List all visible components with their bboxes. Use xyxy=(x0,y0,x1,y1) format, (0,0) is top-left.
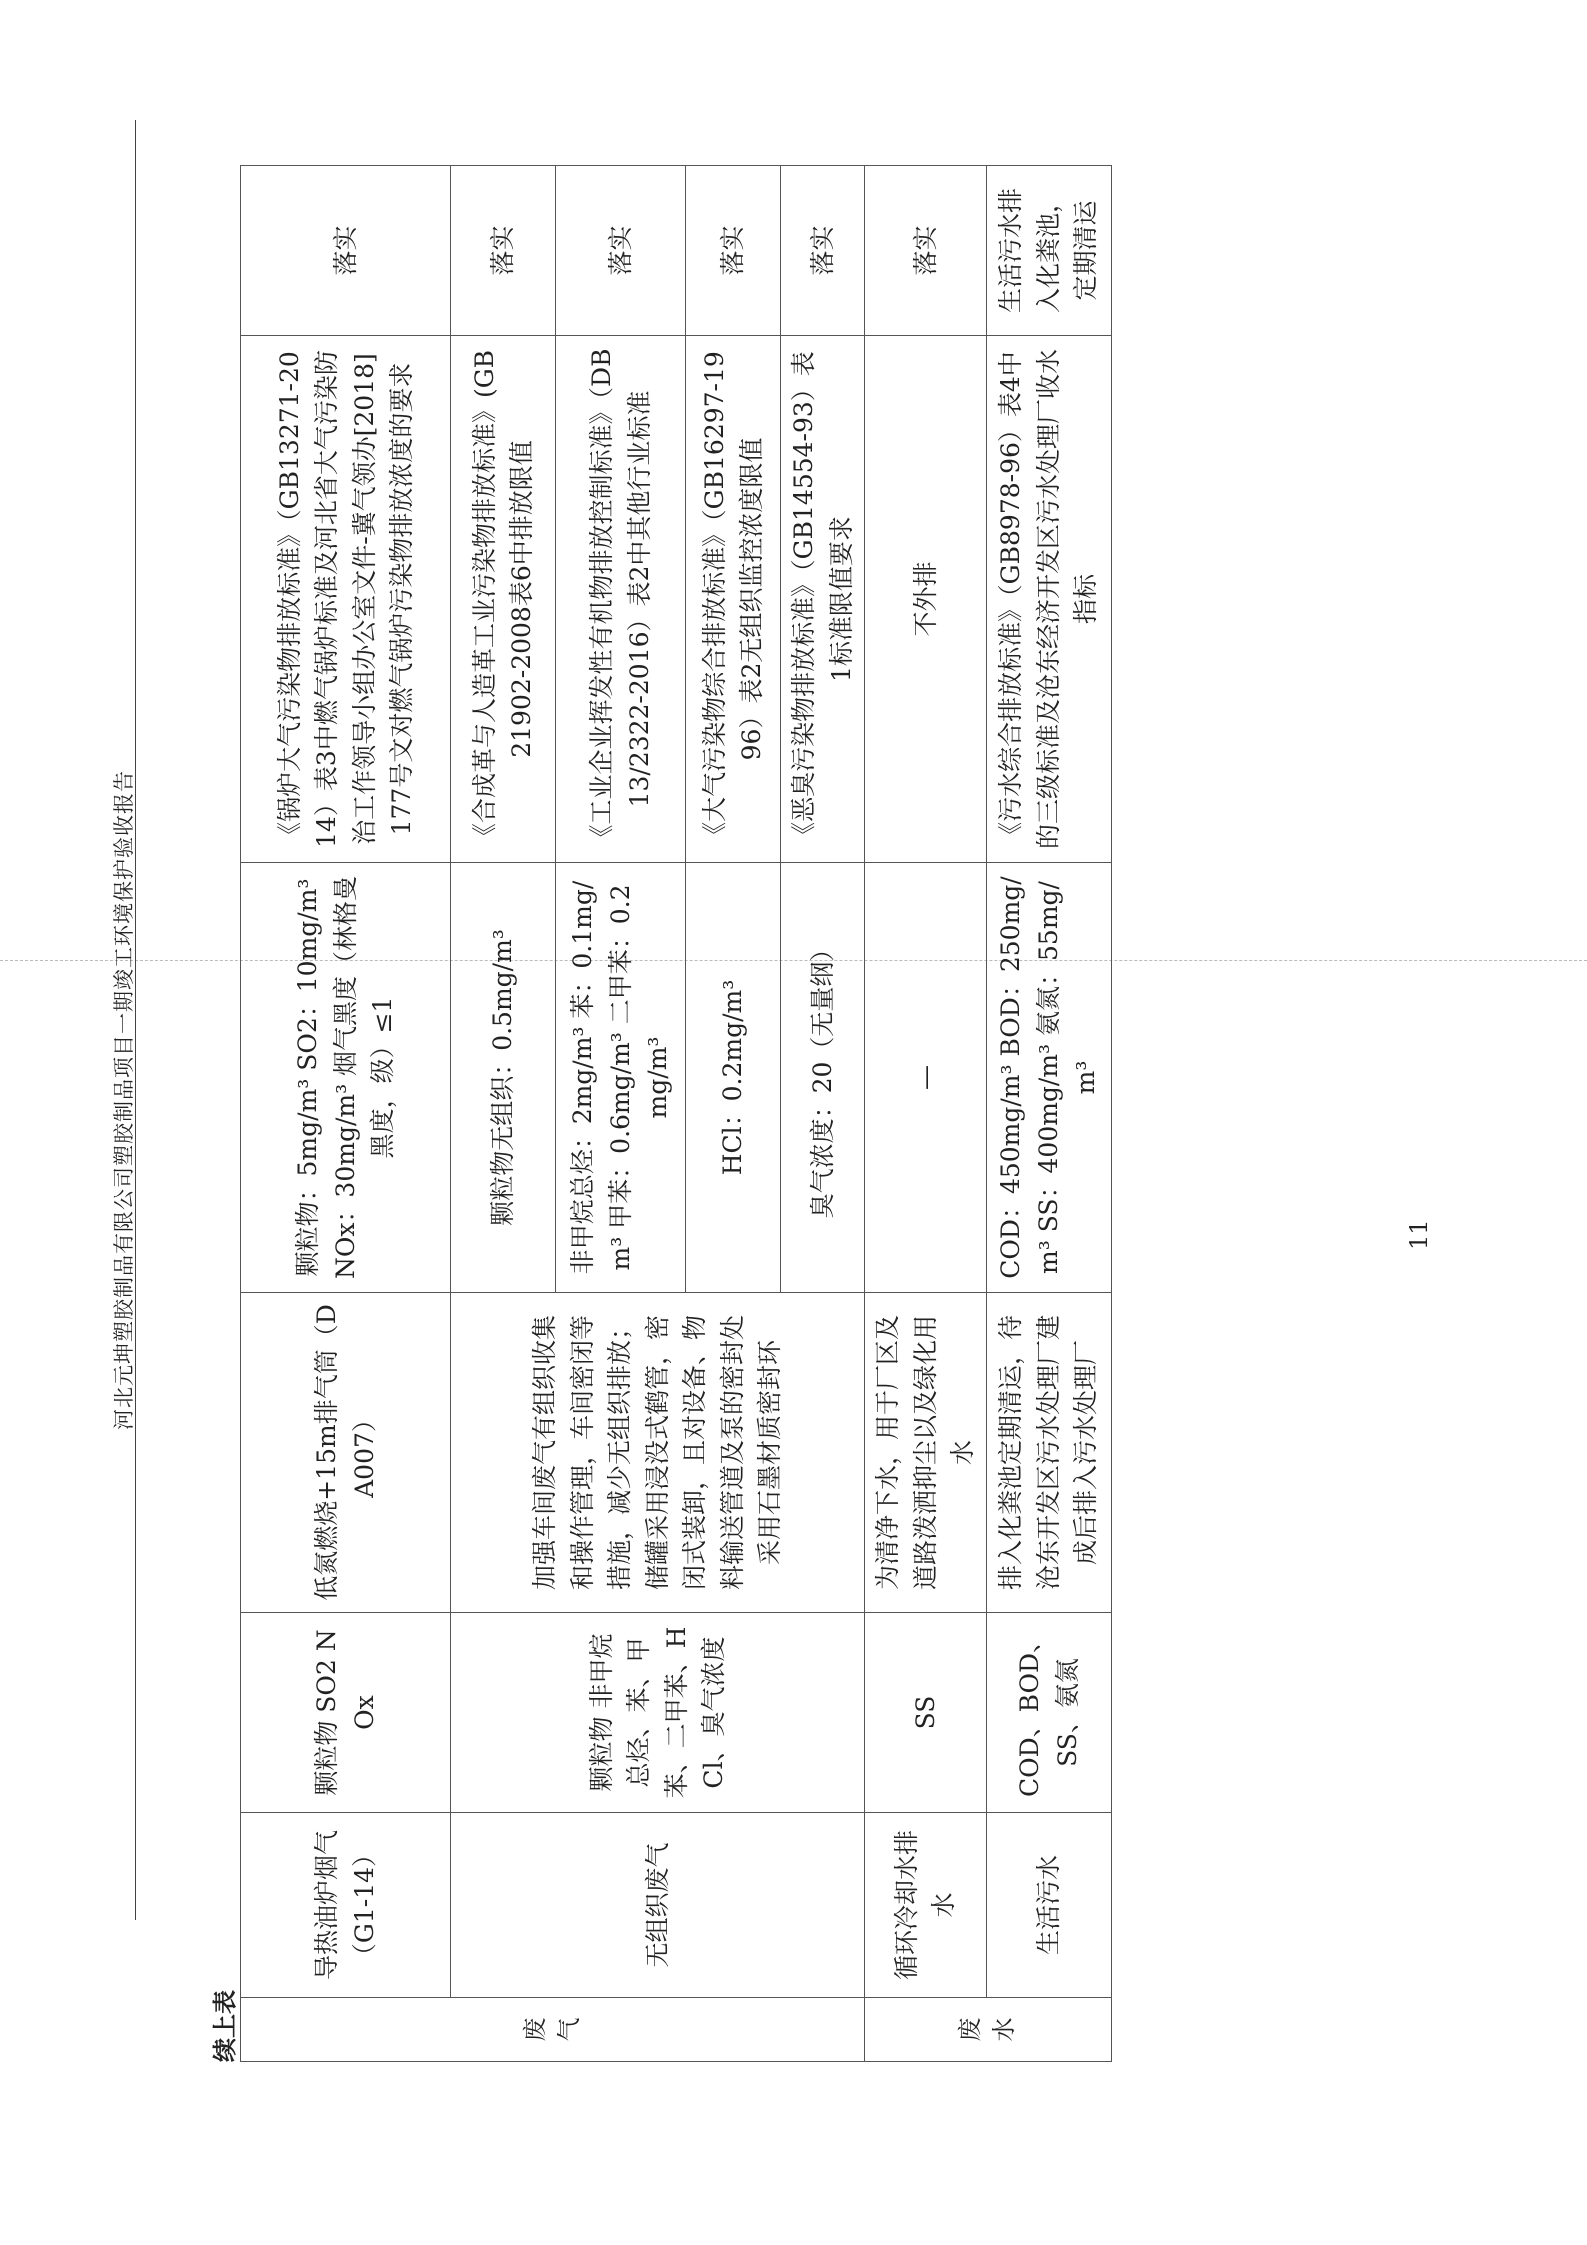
table-caption: 续上表 xyxy=(210,1990,239,2062)
standard-cell: 《锅炉大气污染物排放标准》（GB13271-2014）表3中燃气锅炉标准及河北省大气污染防治工作领导小组办公室文件-冀气领办[2018]177号文对燃气锅炉污染物排放浓度的要求 xyxy=(241,336,451,863)
status-cell: 生活污水排入化粪池，定期清运 xyxy=(986,166,1111,336)
source-cell: 循环冷却水排水 xyxy=(865,1813,987,1998)
source-cell: 生活污水 xyxy=(986,1813,1111,1998)
status-cell: 落实 xyxy=(556,166,686,336)
measure-cell: 加强车间废气有组织收集和操作管理，车间密闭等措施，减少无组织排放；储罐采用浸没式鹤管，密闭式装卸，且对设备、物料输送管道及泵的密封处采用石墨材质密封环 xyxy=(451,1293,865,1613)
pollutant-cell: 颗粒物 非甲烷总烃、苯、甲苯、二甲苯、HCl、臭气浓度 xyxy=(451,1613,865,1813)
status-cell: 落实 xyxy=(241,166,451,336)
verification-table xyxy=(240,165,1112,2062)
table-row xyxy=(451,166,556,2062)
table-row xyxy=(241,166,451,2062)
status-cell: 落实 xyxy=(781,166,865,336)
limit-cell: 非甲烷总烃：2mg/m³ 苯：0.1mg/m³ 甲苯：0.6mg/m³ 二甲苯：0.2mg/m³ xyxy=(556,863,686,1293)
limit-cell: COD：450mg/m³ BOD：250mg/m³ SS：400mg/m³ 氨氮：55mg/m³ xyxy=(986,863,1111,1293)
standard-cell: 《恶臭污染物排放标准》（GB14554-93）表1标准限值要求 xyxy=(781,336,865,863)
standard-cell: 《大气污染物综合排放标准》（GB16297-1996）表2无组织监控浓度限值 xyxy=(686,336,781,863)
measure-cell: 排入化粪池定期清运，待沧东开发区污水处理厂建成后排入污水处理厂 xyxy=(986,1293,1111,1613)
limit-cell: HCl：0.2mg/m³ xyxy=(686,863,781,1293)
limit-cell: 颗粒物无组织：0.5mg/m³ xyxy=(451,863,556,1293)
source-cell: 无组织废气 xyxy=(451,1813,865,1998)
measure-cell: 为清净下水，用于厂区及道路泼洒抑尘以及绿化用水 xyxy=(865,1293,987,1613)
standard-cell: 《合成革与人造革工业污染物排放标准》(GB21902-2008表6中排放限值 xyxy=(451,336,556,863)
status-cell: 落实 xyxy=(865,166,987,336)
standard-cell: 《污水综合排放标准》（GB8978-96）表4中的三级标准及沧东经济开发区污水处理厂收水指标 xyxy=(986,336,1111,863)
table-row xyxy=(865,166,987,2062)
status-cell: 落实 xyxy=(686,166,781,336)
limit-cell: 颗粒物：5mg/m³ SO2：10mg/m³ NOx：30mg/m³ 烟气黑度（林格曼黑度，级）≤1 xyxy=(241,863,451,1293)
standard-cell: 《工业企业挥发性有机物排放控制标准》（DB13/2322-2016）表2中其他行业标准 xyxy=(556,336,686,863)
status-cell: 落实 xyxy=(451,166,556,336)
category-cell: 废气 xyxy=(241,1998,865,2062)
measure-cell: 低氮燃烧+15m排气筒（DA007） xyxy=(241,1293,451,1613)
pollutant-cell: SS xyxy=(865,1613,987,1813)
header-rule xyxy=(135,120,136,1920)
standard-cell: 不外排 xyxy=(865,336,987,863)
category-cell: 废水 xyxy=(865,1998,1112,2062)
page-header-title: 河北元坤塑胶制品有限公司塑胶制品项目一期竣工环境保护验收报告 xyxy=(112,770,136,1430)
table-row xyxy=(986,166,1111,2062)
source-cell: 导热油炉烟气（G1-14） xyxy=(241,1813,451,1998)
page-number: 11 xyxy=(1405,1219,1433,1250)
pollutant-cell: COD、BOD、SS、氨氮 xyxy=(986,1613,1111,1813)
limit-cell: — xyxy=(865,863,987,1293)
pollutant-cell: 颗粒物 SO2 NOx xyxy=(241,1613,451,1813)
limit-cell: 臭气浓度：20（无量纲） xyxy=(781,863,865,1293)
rotated-content xyxy=(0,93,1587,2080)
